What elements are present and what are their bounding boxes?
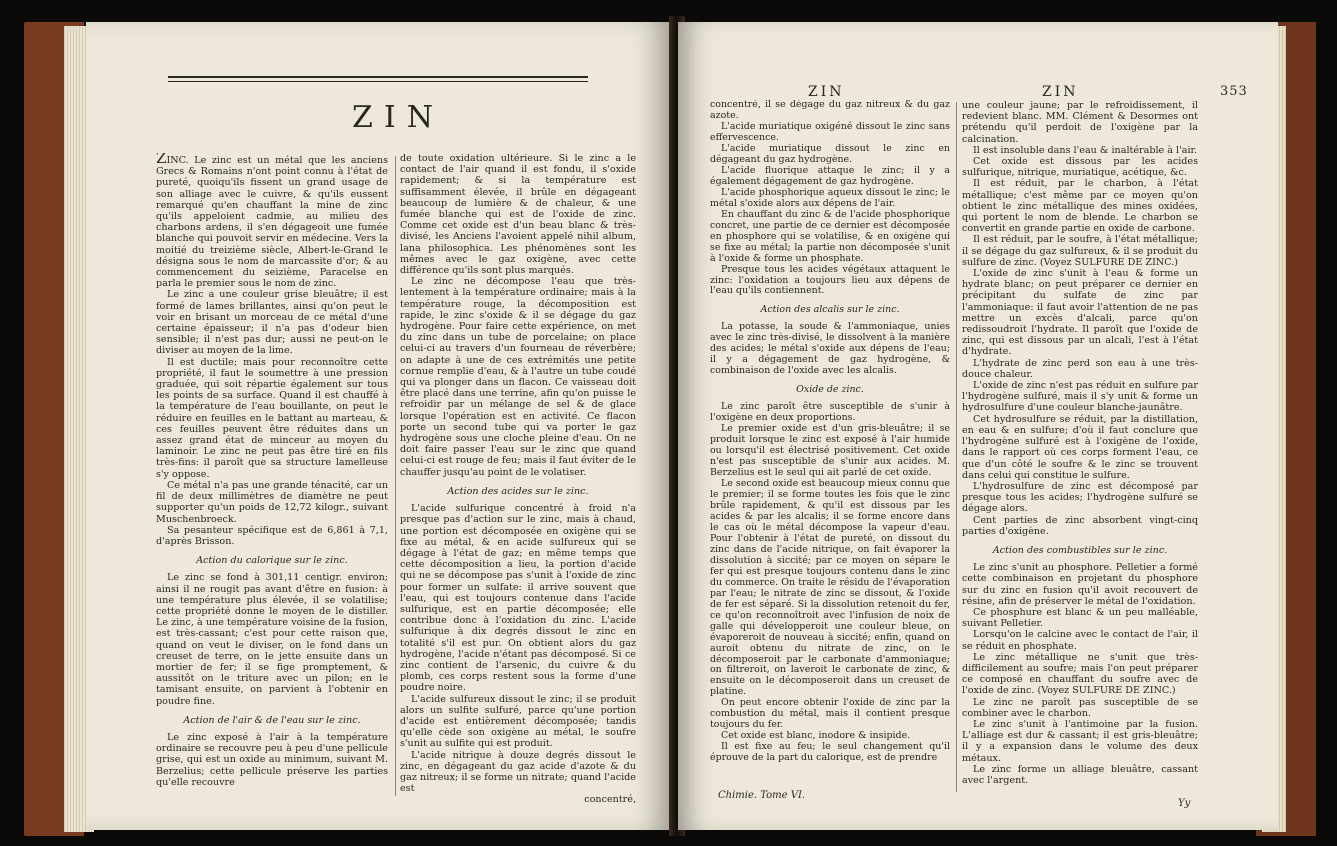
paragraph-text: Cent parties de zinc absorbent vingt-cinq parties d'oxigène. bbox=[962, 514, 1198, 537]
paragraph-text: Ce phosphure est blanc & un peu malléable, suivant Pelletier. bbox=[962, 606, 1198, 630]
paragraph-text: Le zinc paroît être susceptible de s'unir à l'oxigène en deux proportions. bbox=[710, 401, 950, 424]
paragraph bbox=[962, 100, 1198, 145]
paragraph-text: Il est fixe au feu; le seul changement qu'il éprouve de la part du calorique, est de prendre bbox=[710, 741, 950, 764]
paragraph-text: Le zinc s'unit au phosphore. Pelletier a formé cette combinaison en projetant du phosphore sur du zinc en fusion qu'il avoit recouvert de résine, afin de préserver le métal de l'oxidation. bbox=[962, 562, 1198, 607]
paragraph-text: Le zinc ne décompose l'eau que très-lentement à la température ordinaire; mais à la température rouge, la décomposition est rapide, le zinc s'oxide & il se dégage du gaz hydrogène. Pour faire cette expérience, on met du zinc dans un tube de porcelaine; on place celui-ci au travers d'un fourneau de réverbère; on adapte à une de ces extrémités une petite cornue remplie d'eau, & à l'autre un tube coudé qui va plonger dans un flacon. Ce vaisseau doit être placé dans une terrine, afin qu'on puisse le refroidir par un mélange de sel & de glace lorsque l'opération est en activité. Ce flacon porte un second tube qui va porter le gaz hydrogène sous une cloche pleine d'eau. On ne doit faire passer l'eau sur le zinc que quand celui-ci est rouge de feu; mais il faut éviter de le chauffer jusqu'au point de le volatiser. bbox=[400, 276, 636, 478]
paragraph-text: L'oxide de zinc s'unit à l'eau & forme un hydrate blanc; on peut préparer ce dernier en précipitant du sulfate de zinc par l'ammoniaque: il faut avoir l'attention de ne pas mettre un excès d'alcali, parce qu'on redissoudroit l'hydrate. Il paroît que l'oxide de zinc, qui est dissous par un alcali, l'est à l'état d'hydrate. bbox=[962, 268, 1198, 358]
paragraph-text: Le zinc se fond à 301,11 centigr. environ; ainsi il ne rougit pas avant d'être en fusion: à une température plus élevée, il se volatilise; cette propriété donne le moyen de le distiller. Le zinc, à une température voisine de la fusion, est très-cassant; c'est pour cette raison que, quand on veut le diviser, on le fond dans un creuset de terre, on le jette ensuite dans un mortier de fer; il se fige promptement, & aussitôt on le triture avec un pilon; en le tamisant ensuite, on parvient à l'obtenir en poudre fine. bbox=[156, 572, 388, 707]
paragraph bbox=[400, 750, 636, 795]
column-divider bbox=[956, 102, 957, 792]
paragraph-text: Il est insoluble dans l'eau & inaltérable à l'air. bbox=[973, 144, 1198, 156]
paragraph-text: Le second oxide est beaucoup mieux connu que le premier; il se forme toutes les fois que le zinc brûle rapidement, & qu'il est dissous par les acides & par les alcalis; il se forme encore dans le cas où le métal décompose la vapeur d'eau. Pour l'obtenir à l'état de pureté, on dissout du zinc dans de l'acide nitrique, on fait évaporer la dissolution à siccité; par ce moyen on sépare le fer qui est presque toujours contenu dans le zinc du commerce. On traite le résidu de l'évaporation par l'eau; le nitrate de zinc se dissout, & l'oxide de fer est séparé. Si la dissolution retenoit du fer, ce qu'on reconnoîtroit avec l'infusion de noix de galle qui développeroit une couleur bleue, on évaporeroit de nouveau à siccité; enfin, quand on auroit obtenu du nitrate de zinc, on le décomposeroit par le carbonate d'ammoniaque; on filtreroit, on laveroit le carbonate de zinc, & ensuite on le décomposeroit dans un creuset de platine. bbox=[710, 478, 950, 698]
paragraph-text: Le zinc forme un alliage bleuâtre, cassant avec l'argent. bbox=[962, 763, 1198, 786]
paragraph bbox=[400, 153, 636, 276]
paragraph bbox=[962, 607, 1198, 629]
paragraph-text: L'acide muriatique oxigéné dissout le zinc sans effervescence. bbox=[710, 120, 950, 143]
paragraph bbox=[710, 402, 950, 424]
paragraph bbox=[156, 572, 388, 706]
paragraph-text: INC. Le zinc est un métal que les anciens Grecs & Romains n'ont point connu à l'état de pureté, quoiqu'ils fissent un grand usage de son alliage avec le cuivre, & qu'ils eussent remarqué qu'en chauffant la mine de zinc qu'ils appeloient cadmie, au milieu des charbons ardens, il s'en dégageoit une fumée blanche qui pouvoit servir en médecine. Vers la moitié du treizième siècle, Albert-le-Grand le désigna sous le nom de marcassite d'or; & au commencement du seizième, Paracelse en parla le premier sous le nom de zinc. bbox=[156, 155, 388, 290]
paragraph bbox=[156, 525, 388, 547]
paragraph bbox=[962, 178, 1198, 234]
section-heading: Action des alcalis sur le zinc. bbox=[760, 304, 900, 316]
paragraph-text: La potasse, la soude & l'ammoniaque, unies avec le zinc très-divisé, le dissolvent à la manière des acides; le métal s'oxide aux dépens de l'eau; il y a dégagement de gaz hydrogène, & combinaison de l'oxide avec les alcalis. bbox=[710, 321, 950, 377]
paragraph-text: Cet oxide est dissous par les acides sulfurique, nitrique, muriatique, acétique, &c. bbox=[962, 156, 1198, 179]
paragraph bbox=[710, 698, 950, 731]
column-divider bbox=[395, 156, 396, 796]
paragraph bbox=[962, 562, 1198, 607]
paragraph bbox=[962, 414, 1198, 481]
page-footer: Chimie. Tome VI. bbox=[718, 790, 806, 801]
paragraph-text: Presque tous les acides végétaux attaquent le zinc: l'oxidation a toujours lieu aux dépens de l'eau qu'ils contiennent. bbox=[710, 263, 950, 297]
paragraph-text: L'acide nitrique à douze degrés dissout le zinc, en dégageant du gaz acide d'azote & du gaz nitreux; il se forme un nitrate; quand l'acide est bbox=[400, 749, 636, 795]
initial-letter: Z bbox=[156, 153, 167, 167]
paragraph-text: Il est réduit, par le soufre, à l'état métallique; il se dégage du gaz sulfureux, & il se produit du sulfure de zinc. (Voyez SULFURE DE ZINC.) bbox=[962, 234, 1198, 268]
paragraph bbox=[710, 188, 950, 210]
section-heading: Action des combustibles sur le zinc. bbox=[992, 544, 1168, 556]
paragraph bbox=[962, 697, 1198, 719]
paragraph-text: L'acide phosphorique aqueux dissout le zinc; le métal s'oxide alors aux dépens de l'air. bbox=[710, 186, 950, 209]
paragraph bbox=[962, 156, 1198, 178]
paragraph-text: concentré, il se dégage du gaz nitreux & du gaz azote. bbox=[710, 100, 950, 121]
paragraph bbox=[962, 652, 1198, 697]
paragraph-text: En chauffant du zinc & de l'acide phosphorique concret, une partie de ce dernier est décomposée en phosphore qui se volatilise, & en oxigène qui se fixe au métal; la partie non décomposée s'unit à l'oxide & forme un phosphate. bbox=[710, 208, 950, 264]
section-heading: Oxide de zinc. bbox=[796, 384, 864, 396]
paragraph bbox=[962, 515, 1198, 537]
paragraph bbox=[962, 629, 1198, 651]
paragraph bbox=[710, 122, 950, 144]
page-number: 353 bbox=[1220, 84, 1248, 99]
section-heading: Action du calorique sur le zinc. bbox=[196, 555, 348, 567]
paragraph bbox=[710, 265, 950, 298]
paragraph bbox=[962, 268, 1198, 358]
paragraph-text: L'acide sulfurique concentré à froid n'a presque pas d'action sur le zinc, mais à chaud, une portion est décomposée en oxigène qui se fixe au métal, & en acide sulfureux qui se dégage à l'état de gaz; en même temps que cette décomposition a lieu, la portion d'acide qui ne se décompose pas s'unit à l'oxide de zinc pour former un sulfate: il arrive souvent que l'eau, qui est toujours contenue dans l'acide sulfurique, est en partie décomposée; elle contribue donc à l'oxidation du zinc. L'acide sulfurique à dix degrés dissout le zinc en totalité s'il est pur. On obtient alors du gaz hydrogène, l'acide n'étant pas décomposé. Si ce zinc contient de l'arsenic, du cuivre & du plomb, ces corps restent sous la forme d'une poudre noire. bbox=[400, 503, 636, 694]
paragraph bbox=[962, 234, 1198, 268]
paragraph-text: Lorsqu'on le calcine avec le contact de l'air, il se réduit en phosphate. bbox=[962, 629, 1198, 652]
paragraph bbox=[710, 479, 950, 698]
paragraph bbox=[400, 694, 636, 750]
paragraph-text: une couleur jaune; par le refroidissement, il redevient blanc. MM. Clément & Desormes ont prétendu qu'il perdoit de l'oxigène par la calcination. bbox=[962, 100, 1198, 145]
paragraph bbox=[962, 481, 1198, 515]
paragraph bbox=[156, 153, 388, 289]
right-page bbox=[678, 22, 1278, 830]
paragraph bbox=[710, 100, 950, 122]
paragraph bbox=[962, 358, 1198, 380]
section-heading: Action des acides sur le zinc. bbox=[447, 485, 589, 497]
paragraph bbox=[962, 719, 1198, 764]
right-page-column-2 bbox=[962, 100, 1198, 786]
section-heading: Action de l'air & de l'eau sur le zinc. bbox=[183, 714, 361, 726]
paragraph bbox=[710, 144, 950, 166]
header-ornament-rule bbox=[168, 76, 588, 82]
paragraph bbox=[156, 480, 388, 525]
paragraph-text: Le zinc a une couleur grise bleuâtre; il est formé de lames brillantes, ainsi qu'on peut le voir en brisant un morceau de ce métal d'une certaine épaisseur; il n'a pas d'odeur bien sensible; il n'est pas dur; aussi ne peut-on le diviser au moyen de la lime. bbox=[156, 289, 388, 357]
paragraph-text: L'hydrosulfure de zinc est décomposé par presque tous les acides; l'hydrogène sulfuré se dégage alors. bbox=[962, 480, 1198, 515]
paragraph bbox=[962, 380, 1198, 414]
paragraph-text: L'acide fluorique attaque le zinc; il y a également dégagement de gaz hydrogène. bbox=[710, 164, 950, 187]
paragraph-text: L'oxide de zinc n'est pas réduit en sulfure par l'hydrogène sulfuré, mais il s'y unit & forme un hydrosulfure d'une couleur blanche-jaunâtre. bbox=[962, 380, 1198, 414]
paragraph bbox=[710, 322, 950, 377]
paragraph-text: Cet hydrosulfure se réduit, par la distillation, en eau & en sulfure; d'où il faut conclure que l'hydrogène sulfuré est à l'oxigène de l'oxide, dans le rapport où ces corps forment l'eau, ce que d'un côté le soufre & le zinc se trouvent dans celui qui constitue le sulfure. bbox=[962, 413, 1198, 481]
paragraph bbox=[400, 503, 636, 693]
article-title: ZIN bbox=[352, 100, 444, 135]
right-page-column-1 bbox=[710, 100, 950, 764]
paragraph-text: On peut encore obtenir l'oxide de zinc par la combustion du métal, mais il contient presque toujours du fer. bbox=[710, 697, 950, 731]
paragraph bbox=[710, 742, 950, 764]
paragraph-text: Il est réduit, par le charbon, à l'état métallique; c'est même par ce moyen qu'on obtient le zinc métallique des mines oxidées, qui portent le nom de blende. Le charbon se convertit en grande partie en oxide de carbone. bbox=[962, 178, 1198, 235]
paragraph-text: Le zinc exposé à l'air à la température ordinaire se recouvre peu à peu d'une pellicule grise, qui est un oxide au minimum, suivant M. Berzelius; cette pellicule préserve les parties qu'elle recouvre bbox=[156, 731, 388, 788]
paragraph-text: Le zinc ne paroît pas susceptible de se combiner avec le charbon. bbox=[962, 696, 1198, 719]
paragraph bbox=[400, 276, 636, 478]
catchword: concentré, bbox=[584, 794, 636, 806]
running-head-left: ZIN bbox=[808, 84, 845, 100]
paragraph-text: L'acide sulfureux dissout le zinc; il se produit alors un sulfite sulfuré, parce qu'une portion d'acide est entièrement décomposée; tandis qu'elle cède son oxigène au métal, le soufre s'unit au sulfite qui est produit. bbox=[400, 693, 636, 750]
running-head-right: ZIN bbox=[1042, 84, 1079, 100]
paragraph-text: L'acide muriatique dissout le zinc en dégageant du gaz hydrogène. bbox=[710, 142, 950, 165]
paragraph bbox=[962, 145, 1198, 156]
paragraph-text: L'hydrate de zinc perd son eau à une très-douce chaleur. bbox=[962, 357, 1198, 380]
left-page-column-2 bbox=[400, 153, 636, 806]
paragraph-text: Sa pesanteur spécifique est de 6,861 à 7,1, d'après Brisson. bbox=[156, 524, 388, 547]
paragraph bbox=[156, 289, 388, 356]
paragraph-text: de toute oxidation ultérieure. Si le zinc a le contact de l'air quand il est fondu, il s'oxide rapidement; & si la température est suffisamment élevée, il brûle en dégageant beaucoup de lumière & de chaleur, & une fumée blanche qui est de l'oxide de zinc. Comme cet oxide est d'un beau blanc & très-divisé, les Anciens l'avoient appelé nihil album, lana philosophica. Les phénomènes sont les mêmes avec le gaz oxigène, avec cette différence qu'ils sont plus marqués. bbox=[400, 153, 636, 277]
paragraph bbox=[710, 166, 950, 188]
left-page bbox=[86, 22, 675, 830]
paragraph-text: Cet oxide est blanc, inodore & insipide. bbox=[721, 730, 911, 742]
paragraph bbox=[710, 210, 950, 265]
left-page-column-1 bbox=[156, 153, 388, 788]
paragraph bbox=[962, 764, 1198, 786]
paragraph-text: Ce métal n'a pas une grande ténacité, car un fil de deux millimètres de diamètre ne peut supporter qu'un poids de 12,72 kilogr., suivant Muschenbroeck. bbox=[156, 479, 388, 525]
paragraph bbox=[710, 424, 950, 479]
open-book bbox=[24, 16, 1316, 836]
paragraph-text: Le premier oxide est d'un gris-bleuâtre; il se produit lorsque le zinc est exposé à l'air humide ou lorsqu'il est électrisé positivement. Cet oxide n'est pas susceptible de s'unir aux acides. M. Berzelius est le seul qui ait parlé de cet oxide. bbox=[710, 423, 950, 479]
paragraph bbox=[156, 357, 388, 480]
paragraph bbox=[156, 732, 388, 788]
paragraph-text: Il est ductile; mais pour reconnoître cette propriété, il faut le soumettre à une pression graduée, qui soit répartie également sur tous les points de sa surface. Quand il est chauffé à la température de l'eau bouillante, on peut le réduire en feuilles en le battant au marteau, & ces feuilles peuvent être réduites dans un assez grand état de minceur au moyen du laminoir. Le zinc ne peut pas être tiré en fils très-fins: il paroît que sa structure lamelleuse s'y oppose. bbox=[156, 356, 388, 480]
paragraph-text: Le zinc s'unit à l'antimoine par la fusion. L'alliage est dur & cassant; il est gris-bleuâtre; il y a expansion dans le volume des deux métaux. bbox=[962, 718, 1198, 764]
paragraph-text: Le zinc métallique ne s'unit que très-difficilement au soufre; mais l'on peut préparer ce composé en chauffant du soufre avec de l'oxide de zinc. (Voyez SULFURE DE ZINC.) bbox=[962, 651, 1198, 697]
signature-mark: Yy bbox=[1178, 798, 1191, 809]
